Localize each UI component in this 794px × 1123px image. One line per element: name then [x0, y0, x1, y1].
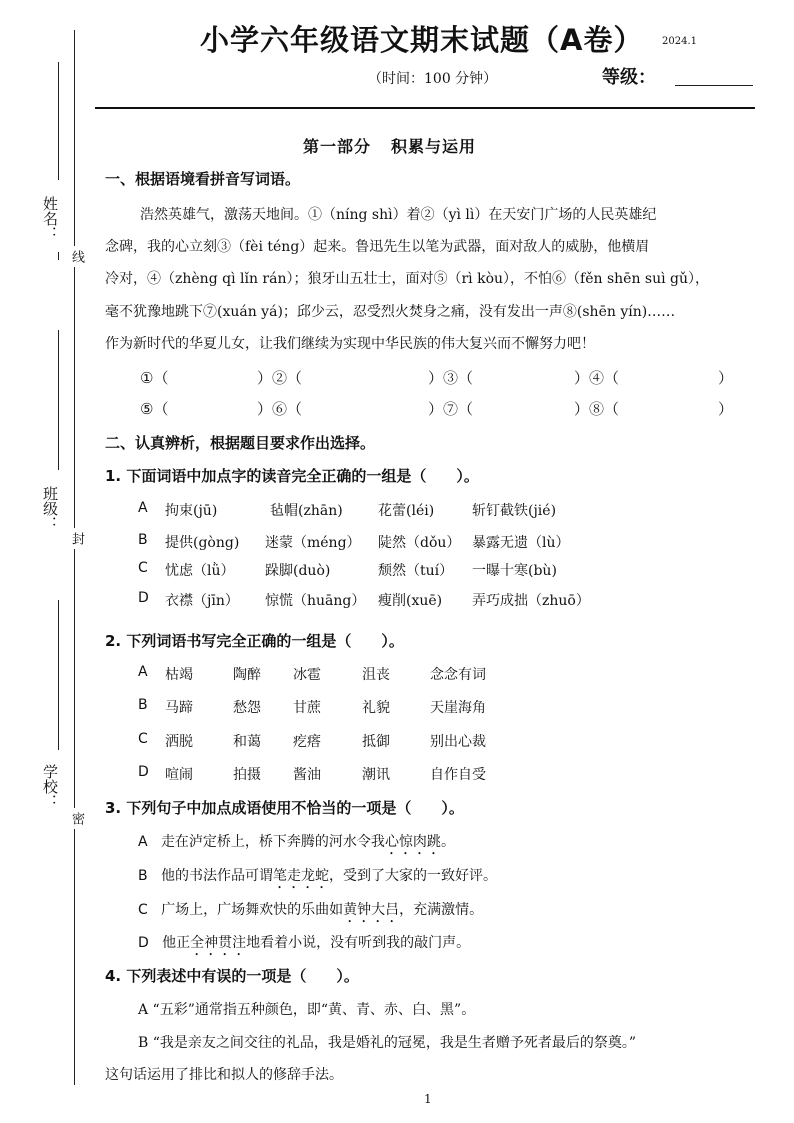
option-text: ，充满激情。	[399, 902, 484, 918]
q1-line: 念碑，我的心立刻③（fèi téng）起来。鲁迅先生以笔为武器，面对敌人的威胁，他横眉	[105, 239, 650, 255]
option-item: 枯竭	[165, 667, 193, 683]
section-name: 积累与运用	[391, 137, 477, 156]
option-item: 陡然（dǒu）	[378, 535, 461, 551]
option-item: 沮丧	[362, 667, 390, 683]
q1-blank-4[interactable]: ）④（	[574, 369, 620, 387]
option-item: 颓然（tuí）	[378, 563, 454, 579]
option-item: 和蔼	[233, 734, 261, 750]
option-item: 别出心裁	[430, 734, 486, 750]
mark-secret: 密	[67, 808, 86, 829]
grade-blank	[675, 85, 753, 86]
binding-line	[74, 30, 75, 1085]
page-number: 1	[424, 1092, 432, 1106]
q1-blank-end: ）	[718, 400, 734, 418]
q1-blank-2[interactable]: ）②（	[257, 369, 303, 387]
dotted-idiom: 全神贯注	[190, 935, 247, 951]
name-label: 姓名：	[41, 196, 59, 241]
option-item: 念念有词	[430, 667, 486, 683]
option-item: 潮讯	[362, 767, 390, 783]
name-blank	[58, 62, 59, 180]
dotted-idiom: 心惊肉跳	[384, 834, 441, 850]
section-part: 第一部分	[303, 137, 372, 156]
option-row[interactable]	[138, 932, 470, 959]
option-label: D	[138, 935, 149, 951]
option-label[interactable]: B	[138, 532, 148, 548]
option-item: 花蕾(léi)	[378, 503, 435, 519]
q1-blank-3[interactable]: ）③（	[428, 369, 474, 387]
option-item: 弄巧成拙（zhuō）	[472, 593, 590, 609]
q2-1-stem: 1. 下面词语中加点字的读音完全正确的一组是（ ）。	[105, 467, 479, 485]
option-item: 衣襟（jīn）	[165, 593, 239, 609]
page-title: 小学六年级语文期末试题（A卷）	[200, 23, 644, 57]
option-text: 他正	[162, 935, 191, 951]
option-item: 一曝十寒(bù)	[472, 563, 557, 579]
grade-label: 等级：	[602, 67, 656, 88]
school-label: 学校：	[41, 764, 59, 809]
q1-blank-8[interactable]: ）⑧（	[574, 400, 620, 418]
option-text: 广场上，广场舞欢快的乐曲如	[161, 902, 344, 918]
option-label[interactable]: D	[138, 590, 149, 606]
option-label: C	[138, 902, 148, 918]
name-blank-tail	[58, 252, 59, 260]
q1-blank-6[interactable]: ）⑥（	[257, 400, 303, 418]
option-item: 马蹄	[165, 700, 193, 716]
option-item: 天崖海角	[430, 700, 486, 716]
option-item: 暴露无遗（lù）	[472, 535, 570, 551]
option-label[interactable]: A	[138, 500, 148, 516]
mark-line: 线	[67, 246, 86, 267]
q2-head: 二、认真辨析，根据题目要求作出选择。	[105, 434, 376, 452]
option-row[interactable]	[138, 865, 497, 892]
option-item: 瘦削(xuē)	[378, 593, 443, 609]
q1-blank-end: ）	[718, 369, 734, 387]
option-item: 迷蒙（méng）	[265, 535, 361, 551]
exam-date: 2024.1	[662, 36, 697, 47]
class-blank	[58, 330, 59, 470]
option-item: 愁怨	[233, 700, 261, 716]
option-item: 自作自受	[430, 767, 486, 783]
option-item: 忧虑（lǜ）	[165, 563, 235, 579]
option-item: 抵御	[362, 734, 390, 750]
section-title	[303, 134, 476, 157]
option-item: 斩钉截铁(jié)	[472, 503, 557, 519]
option-text: 。	[440, 834, 455, 850]
option-row[interactable]	[138, 899, 483, 926]
q1-line: 冷对，④（zhèng qì lǐn rán）；狼牙山五壮士，面对⑤（rì kòu），不怕⑥（fěn shēn suì gǔ），	[105, 271, 710, 287]
option-item: 礼貌	[362, 700, 390, 716]
option-item: 甘蔗	[293, 700, 321, 716]
dotted-idiom: 黄钟大吕	[343, 902, 400, 918]
class-label: 班级：	[41, 486, 59, 531]
option-item: 跺脚(duò)	[265, 563, 331, 579]
option-row-continued: 这句话运用了排比和拟人的修辞手法。	[105, 1067, 343, 1083]
option-item: 洒脱	[165, 734, 193, 750]
option-item: 拍摄	[233, 767, 261, 783]
option-item: 毡帽(zhān)	[270, 503, 343, 519]
option-item: 拘束(jū)	[165, 503, 218, 519]
option-row[interactable]: A “五彩”通常指五种颜色，即“黄、青、赤、白、黑”。	[138, 1002, 476, 1018]
option-label: A	[138, 834, 148, 850]
q1-line: 作为新时代的华夏儿女，让我们继续为实现中华民族的伟大复兴而不懈努力吧！	[105, 336, 595, 352]
option-label[interactable]: C	[138, 560, 148, 576]
option-text: 他的书法作品可谓	[160, 868, 273, 884]
mark-seal: 封	[67, 528, 86, 549]
option-item: 陶醉	[233, 667, 261, 683]
option-text: 地看着小说，没有听到我的敲门声。	[246, 935, 471, 951]
q2-3-stem: 3. 下列句子中加点成语使用不恰当的一项是（ ）。	[105, 799, 464, 817]
header-divider	[95, 107, 755, 109]
option-item: 喧闹	[165, 767, 193, 783]
option-item: 惊慌（huāng）	[265, 593, 366, 609]
q1-line: 毫不犹豫地跳下⑦(xuán yá)；邱少云，忍受烈火焚身之痛，没有发出一声⑧(shēn yín)……	[105, 304, 676, 320]
option-item: 提供(gòng)	[165, 535, 240, 551]
q1-head: 一、根据语境看拼音写词语。	[105, 170, 301, 188]
option-label[interactable]: D	[138, 764, 149, 780]
option-label[interactable]: B	[138, 697, 148, 713]
option-text: ，受到了大家的一致好评。	[328, 868, 497, 884]
option-row[interactable]: B “我是亲友之间交往的礼品，我是婚礼的冠冕，我是生者赠予死者最后的祭奠。”	[138, 1035, 637, 1051]
option-label[interactable]: A	[138, 664, 148, 680]
option-item: 冰雹	[293, 667, 321, 683]
option-text: 走在泸定桥上，桥下奔腾的河水令我	[160, 834, 385, 850]
q1-blank-7[interactable]: ）⑦（	[428, 400, 474, 418]
option-row[interactable]	[138, 831, 455, 858]
q2-2-stem: 2. 下列词语书写完全正确的一组是（ ）。	[105, 632, 404, 650]
option-label: B	[138, 868, 148, 884]
school-blank	[58, 600, 59, 750]
option-label[interactable]: C	[138, 731, 148, 747]
option-item: 酱油	[293, 767, 321, 783]
exam-time: （时间：100 分钟）	[368, 71, 498, 87]
q1-blank-5[interactable]: ⑤（	[140, 400, 169, 418]
q2-4-stem: 4. 下列表述中有误的一项是（ ）。	[105, 967, 359, 985]
q1-blank-1[interactable]: ①（	[140, 369, 169, 387]
option-item: 疙瘩	[293, 734, 321, 750]
q1-line: 浩然英雄气，激荡天地间。①（níng shì）着②（yì lì）在天安门广场的人民英雄纪	[140, 207, 657, 223]
dotted-idiom: 笔走龙蛇	[272, 868, 329, 884]
